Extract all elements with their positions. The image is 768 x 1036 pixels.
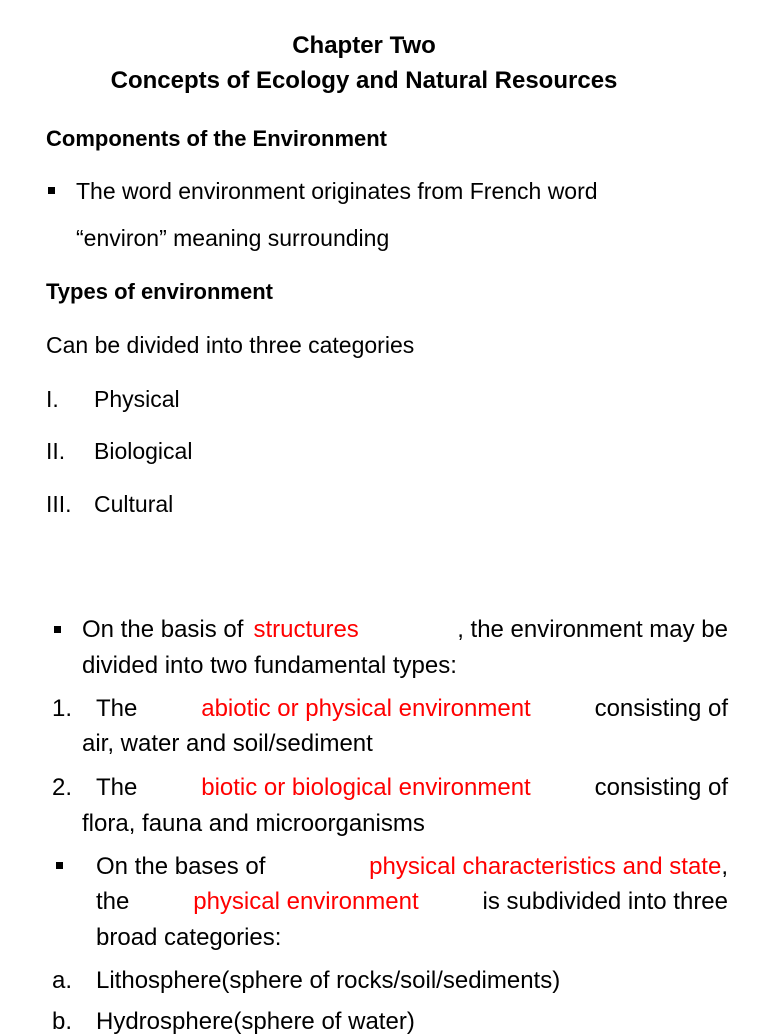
highlight-abiotic: abiotic or physical environment (201, 695, 531, 722)
text-segment: The (96, 695, 138, 722)
list-marker: III. (46, 491, 72, 517)
chapter-subtitle: Concepts of Ecology and Natural Resources (110, 67, 618, 94)
text-segment: consisting of (594, 695, 728, 722)
square-bullet-icon (48, 187, 55, 194)
list-item-physical: Physical (94, 386, 180, 412)
abiotic-line1 (96, 695, 728, 723)
physical-bases-line2 (96, 888, 728, 916)
list-item-hydrosphere: Hydrosphere(sphere of water) (96, 1008, 415, 1035)
physical-bases-line1 (96, 853, 728, 881)
text-segment: , the environment may be (457, 616, 728, 643)
text-segment: On the bases of (96, 853, 266, 880)
text-segment: , (721, 853, 728, 880)
highlight-structures: structures (253, 616, 359, 643)
physical-bases-line3: broad categories: (96, 924, 282, 951)
square-bullet-icon (54, 626, 61, 633)
biotic-line2: flora, fauna and microorganisms (82, 810, 425, 837)
square-bullet-icon (56, 862, 63, 869)
highlight-physical-characteristics: physical characteristics and state (369, 853, 722, 880)
list-marker: b. (52, 1008, 73, 1035)
text-segment: is subdivided into three (482, 888, 728, 915)
list-marker: 2. (52, 774, 73, 801)
list-marker: a. (52, 967, 73, 994)
list-marker: I. (46, 386, 59, 412)
structures-line2: divided into two fundamental types: (82, 652, 457, 679)
text-segment: the (96, 888, 130, 915)
chapter-title: Chapter Two (292, 32, 436, 59)
biotic-line1 (96, 774, 728, 802)
types-intro: Can be divided into three categories (46, 332, 415, 358)
list-item-lithosphere: Lithosphere(sphere of rocks/soil/sediments) (96, 967, 561, 994)
list-marker: II. (46, 438, 66, 464)
text-segment: On the basis of (82, 616, 244, 643)
section-heading-components: Components of the Environment (46, 126, 387, 151)
section-heading-types: Types of environment (46, 279, 273, 304)
highlight-physical-environment: physical environment (193, 888, 419, 915)
list-item-cultural: Cultural (94, 491, 174, 517)
highlight-biotic: biotic or biological environment (201, 774, 531, 801)
structures-line1 (82, 616, 728, 644)
list-marker: 1. (52, 695, 73, 722)
abiotic-line2: air, water and soil/sediment (82, 730, 373, 757)
text-segment: The (96, 774, 138, 801)
list-item-biological: Biological (94, 438, 193, 464)
bullet-text-line1: The word environment originates from French word (76, 178, 598, 204)
text-segment: consisting of (594, 774, 728, 801)
bullet-text-line2: “environ” meaning surrounding (76, 225, 390, 251)
